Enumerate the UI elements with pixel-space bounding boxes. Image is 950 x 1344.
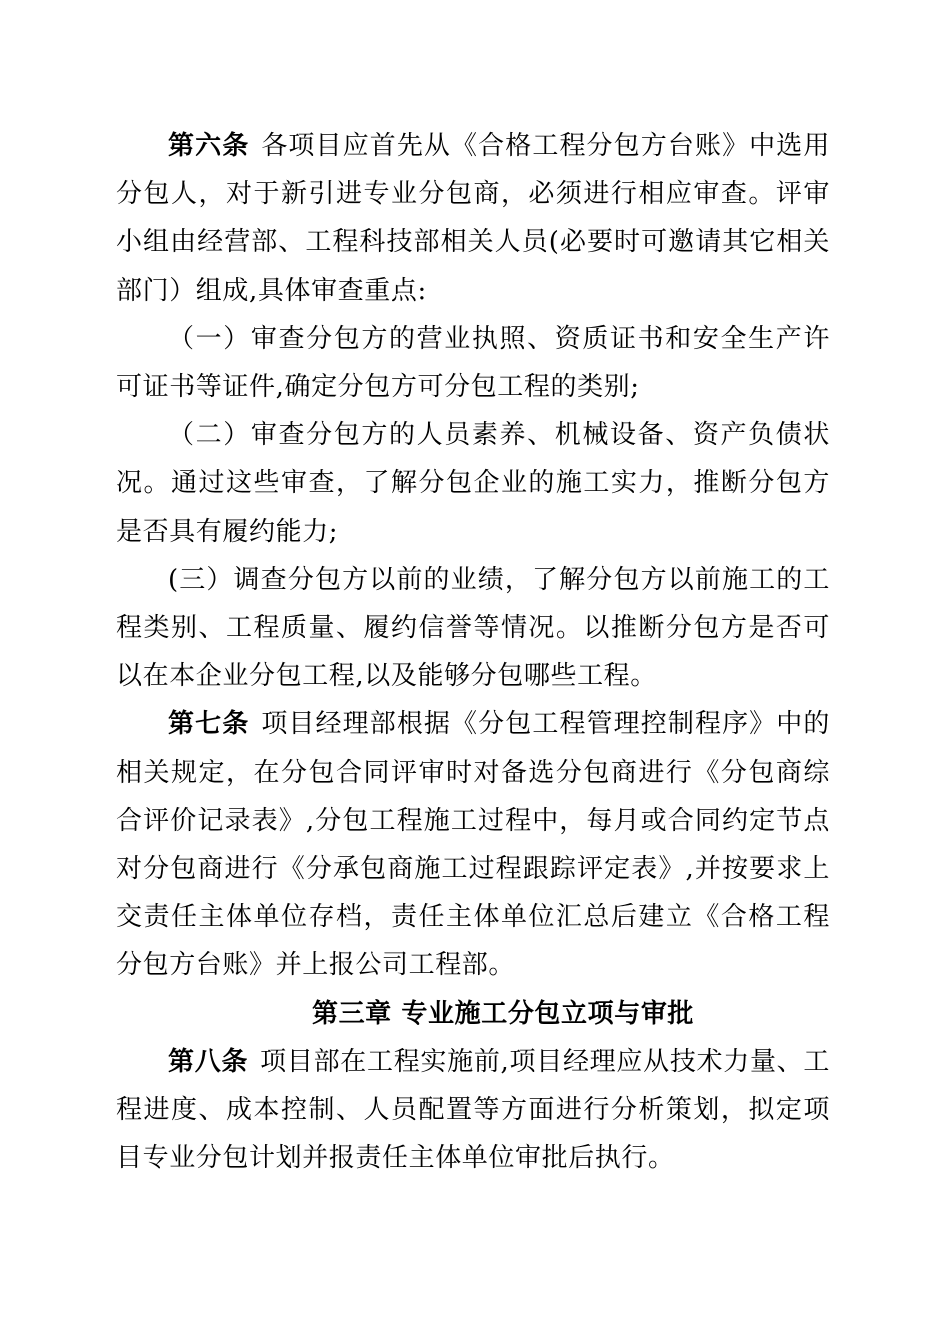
- article-7-text: 项目经理部根据《分包工程管理控制程序》中的相关规定，在分包合同评审时对备选分包商进行《分包商综合评价记录表》,分包工程施工过程中，每月或合同约定节点对分包商进行《分承包商施工过程跟踪评定表》,并按要求上交责任主体单位存档，责任主体单位汇总后建立《合格工程分包方台账》并上报公司工程部。: [116, 709, 830, 981]
- article-6-item-3: (三）调查分包方以前的业绩，了解分包方以前施工的工程类别、工程质量、履约信誉等情况。以推断分包方是否可以在本企业分包工程,以及能够分包哪些工程。: [116, 564, 830, 692]
- article-6-text: 各项目应首先从《合格工程分包方台账》中选用分包人，对于新引进专业分包商，必须进行相应审查。评审小组由经营部、工程科技部相关人员(必要时可邀请其它相关部门）组成,具体审查重点:: [116, 131, 830, 306]
- document-body: [116, 122, 830, 1182]
- article-8-label: 第八条: [168, 1046, 249, 1077]
- article-8-paragraph: [116, 1038, 830, 1183]
- article-6-item-2: （二）审查分包方的人员素养、机械设备、资产负债状况。通过这些审查，了解分包企业的施工实力，推断分包方是否具有履约能力;: [116, 420, 830, 547]
- article-6-item-1: （一）审查分包方的营业执照、资质证书和安全生产许可证书等证件,确定分包方可分包工程的类别;: [116, 323, 830, 403]
- article-6-label: 第六条: [168, 131, 250, 161]
- article-6-paragraph: [116, 122, 830, 315]
- article-7-label: 第七条: [168, 709, 250, 740]
- article-7-paragraph: [116, 700, 830, 989]
- chapter-3-heading: 第三章 专业施工分包立项与审批: [311, 998, 695, 1029]
- article-8-text: 项目部在工程实施前,项目经理应从技术力量、工程进度、成本控制、人员配置等方面进行分析策划，拟定项目专业分包计划并报责任主体单位审批后执行。: [116, 1046, 830, 1174]
